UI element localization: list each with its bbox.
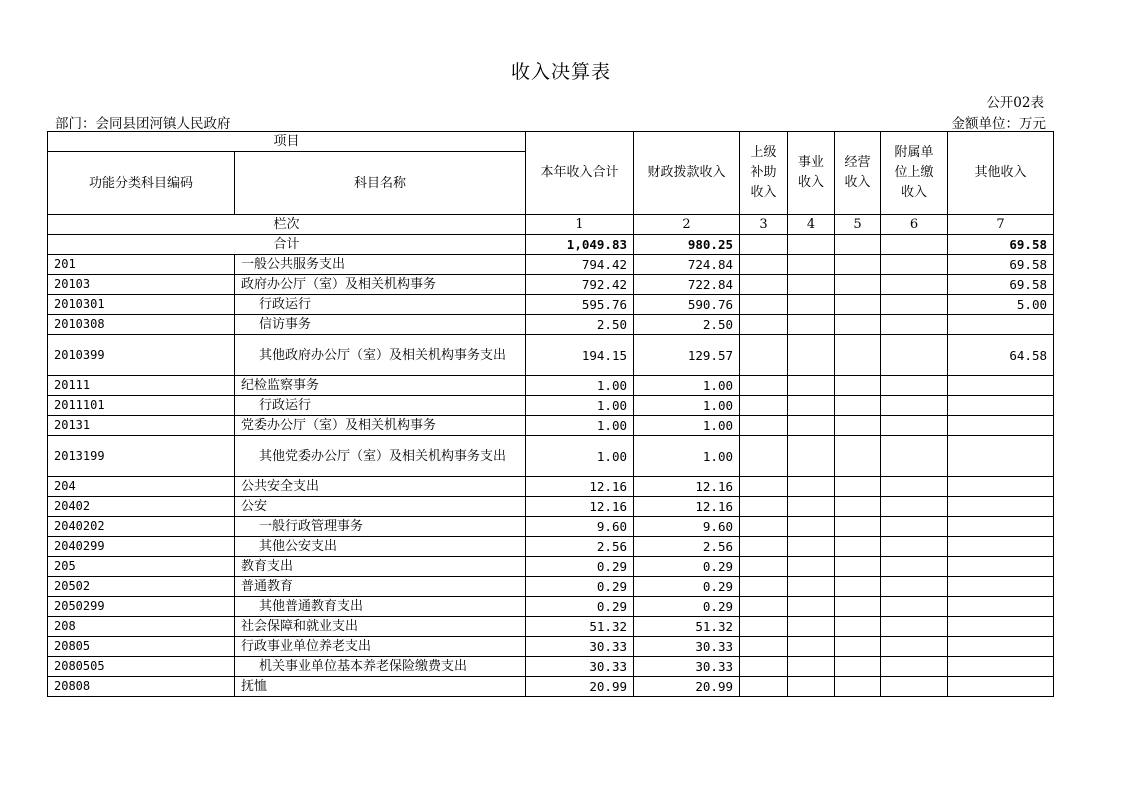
- table-row: [48, 497, 1054, 517]
- amount-cell: [948, 396, 1054, 416]
- amount-cell: [948, 677, 1054, 697]
- amount-cell: [788, 416, 835, 436]
- function-code: 20103: [48, 275, 235, 295]
- column-index-label: 栏次: [48, 215, 526, 235]
- subject-name: 公安: [235, 497, 526, 517]
- table-row: [48, 477, 1054, 497]
- table-row: [48, 255, 1054, 275]
- amount-cell: 0.29: [634, 597, 740, 617]
- income-table: [47, 131, 1054, 697]
- subject-name: 行政运行: [235, 396, 526, 416]
- amount-cell: 2.56: [526, 537, 634, 557]
- total-value: [740, 235, 788, 255]
- amount-cell: [740, 497, 788, 517]
- table-row: [48, 396, 1054, 416]
- amount-cell: [740, 255, 788, 275]
- amount-cell: [788, 617, 835, 637]
- subject-name: 纪检监察事务: [235, 376, 526, 396]
- total-row: [48, 235, 1054, 255]
- amount-cell: [788, 396, 835, 416]
- amount-cell: 1.00: [634, 436, 740, 477]
- amount-cell: 51.32: [634, 617, 740, 637]
- amount-cell: 30.33: [526, 637, 634, 657]
- amount-cell: [948, 617, 1054, 637]
- subject-name: 信访事务: [235, 315, 526, 335]
- amount-cell: 2.50: [634, 315, 740, 335]
- amount-cell: [881, 396, 948, 416]
- amount-cell: [948, 537, 1054, 557]
- amount-cell: 69.58: [948, 255, 1054, 275]
- amount-cell: 794.42: [526, 255, 634, 275]
- amount-cell: [948, 497, 1054, 517]
- amount-cell: 0.29: [526, 577, 634, 597]
- subject-name: 机关事业单位基本养老保险缴费支出: [235, 657, 526, 677]
- amount-cell: [881, 376, 948, 396]
- total-value: [788, 235, 835, 255]
- header-total-income: 本年收入合计: [526, 132, 634, 215]
- amount-cell: [788, 497, 835, 517]
- amount-cell: [948, 597, 1054, 617]
- function-code: 20805: [48, 637, 235, 657]
- column-index: 7: [948, 215, 1054, 235]
- report-title: 收入决算表: [510, 61, 611, 83]
- amount-cell: 2.50: [526, 315, 634, 335]
- column-index-row: [48, 215, 1054, 235]
- amount-cell: [740, 577, 788, 597]
- amount-cell: [788, 295, 835, 315]
- amount-cell: 722.84: [634, 275, 740, 295]
- amount-cell: [881, 335, 948, 376]
- function-code: 2010308: [48, 315, 235, 335]
- amount-cell: [788, 335, 835, 376]
- table-row: [48, 517, 1054, 537]
- amount-cell: 1.00: [634, 416, 740, 436]
- amount-cell: 792.42: [526, 275, 634, 295]
- amount-cell: 1.00: [634, 396, 740, 416]
- function-code: 20502: [48, 577, 235, 597]
- function-code: 20111: [48, 376, 235, 396]
- amount-cell: [740, 637, 788, 657]
- amount-cell: [835, 637, 881, 657]
- function-code: 2080505: [48, 657, 235, 677]
- subject-name: 一般行政管理事务: [235, 517, 526, 537]
- amount-cell: [788, 255, 835, 275]
- amount-cell: [835, 677, 881, 697]
- amount-cell: 5.00: [948, 295, 1054, 315]
- amount-cell: [788, 597, 835, 617]
- table-row: [48, 637, 1054, 657]
- amount-cell: [835, 396, 881, 416]
- amount-cell: [740, 477, 788, 497]
- table-row: [48, 275, 1054, 295]
- amount-cell: [881, 477, 948, 497]
- amount-cell: [881, 416, 948, 436]
- subject-name: 其他党委办公厅（室）及相关机构事务支出: [235, 436, 526, 477]
- amount-cell: [740, 315, 788, 335]
- header-other: 其他收入: [948, 132, 1054, 215]
- amount-cell: [788, 376, 835, 396]
- amount-cell: 1.00: [526, 436, 634, 477]
- function-code: 2050299: [48, 597, 235, 617]
- amount-cell: 194.15: [526, 335, 634, 376]
- amount-cell: [948, 376, 1054, 396]
- amount-cell: [948, 557, 1054, 577]
- subject-name: 抚恤: [235, 677, 526, 697]
- amount-cell: 2.56: [634, 537, 740, 557]
- amount-cell: 30.33: [526, 657, 634, 677]
- amount-cell: 1.00: [526, 416, 634, 436]
- amount-cell: [835, 416, 881, 436]
- amount-cell: 0.29: [634, 577, 740, 597]
- header-row-1: [48, 132, 1054, 152]
- table-row: [48, 617, 1054, 637]
- amount-cell: 30.33: [634, 637, 740, 657]
- amount-cell: [881, 436, 948, 477]
- unit-label: 金额单位：万元: [951, 116, 1046, 132]
- table-row: [48, 335, 1054, 376]
- table-row: [48, 577, 1054, 597]
- amount-cell: [740, 416, 788, 436]
- amount-cell: 12.16: [634, 477, 740, 497]
- amount-cell: [788, 517, 835, 537]
- header-affiliated: 附属单 位上缴 收入: [881, 132, 948, 215]
- amount-cell: 51.32: [526, 617, 634, 637]
- amount-cell: [948, 436, 1054, 477]
- subject-name: 其他普通教育支出: [235, 597, 526, 617]
- header-business: 事业 收入: [788, 132, 835, 215]
- amount-cell: [835, 537, 881, 557]
- amount-cell: [835, 657, 881, 677]
- function-code: 2040299: [48, 537, 235, 557]
- amount-cell: 0.29: [634, 557, 740, 577]
- department-label: 部门：会同县团河镇人民政府: [55, 116, 231, 132]
- total-label: 合计: [48, 235, 526, 255]
- amount-cell: [740, 677, 788, 697]
- function-code: 20808: [48, 677, 235, 697]
- column-index: 2: [634, 215, 740, 235]
- header-superior: 上级 补助 收入: [740, 132, 788, 215]
- table-row: [48, 537, 1054, 557]
- function-code: 2010399: [48, 335, 235, 376]
- amount-cell: [948, 577, 1054, 597]
- amount-cell: [788, 436, 835, 477]
- function-code: 2011101: [48, 396, 235, 416]
- amount-cell: 1.00: [526, 396, 634, 416]
- table-row: [48, 597, 1054, 617]
- amount-cell: [881, 617, 948, 637]
- table-row: [48, 416, 1054, 436]
- header-operating: 经营 收入: [835, 132, 881, 215]
- subject-name: 公共安全支出: [235, 477, 526, 497]
- total-value: [835, 235, 881, 255]
- amount-cell: 724.84: [634, 255, 740, 275]
- amount-cell: 1.00: [634, 376, 740, 396]
- amount-cell: 0.29: [526, 597, 634, 617]
- subject-name: 一般公共服务支出: [235, 255, 526, 275]
- header-name: 科目名称: [235, 152, 526, 215]
- amount-cell: [788, 537, 835, 557]
- subject-name: 教育支出: [235, 557, 526, 577]
- table-row: [48, 557, 1054, 577]
- amount-cell: 12.16: [526, 497, 634, 517]
- amount-cell: [881, 557, 948, 577]
- amount-cell: 9.60: [634, 517, 740, 537]
- function-code: 201: [48, 255, 235, 275]
- amount-cell: [881, 517, 948, 537]
- amount-cell: [881, 597, 948, 617]
- amount-cell: [740, 335, 788, 376]
- amount-cell: [835, 255, 881, 275]
- amount-cell: [881, 637, 948, 657]
- amount-cell: [835, 517, 881, 537]
- subject-name: 行政运行: [235, 295, 526, 315]
- table-row: [48, 436, 1054, 477]
- amount-cell: [835, 436, 881, 477]
- amount-cell: [881, 255, 948, 275]
- amount-cell: [788, 577, 835, 597]
- function-code: 2013199: [48, 436, 235, 477]
- amount-cell: [948, 477, 1054, 497]
- total-value: [881, 235, 948, 255]
- amount-cell: [788, 677, 835, 697]
- amount-cell: [881, 315, 948, 335]
- function-code: 2010301: [48, 295, 235, 315]
- column-index: 5: [835, 215, 881, 235]
- table-row: [48, 295, 1054, 315]
- amount-cell: [740, 597, 788, 617]
- amount-cell: [835, 577, 881, 597]
- amount-cell: [740, 517, 788, 537]
- header-fiscal: 财政拨款收入: [634, 132, 740, 215]
- amount-cell: 595.76: [526, 295, 634, 315]
- amount-cell: [881, 295, 948, 315]
- amount-cell: [948, 416, 1054, 436]
- amount-cell: 9.60: [526, 517, 634, 537]
- function-code: 204: [48, 477, 235, 497]
- amount-cell: 64.58: [948, 335, 1054, 376]
- amount-cell: 20.99: [634, 677, 740, 697]
- amount-cell: [835, 477, 881, 497]
- subject-name: 其他政府办公厅（室）及相关机构事务支出: [235, 335, 526, 376]
- amount-cell: 20.99: [526, 677, 634, 697]
- amount-cell: [740, 557, 788, 577]
- amount-cell: [788, 637, 835, 657]
- amount-cell: [881, 657, 948, 677]
- table-row: [48, 315, 1054, 335]
- function-code: 205: [48, 557, 235, 577]
- amount-cell: [788, 557, 835, 577]
- amount-cell: [835, 315, 881, 335]
- function-code: 20131: [48, 416, 235, 436]
- amount-cell: 590.76: [634, 295, 740, 315]
- amount-cell: [881, 677, 948, 697]
- amount-cell: [740, 657, 788, 677]
- amount-cell: [948, 517, 1054, 537]
- total-value: 980.25: [634, 235, 740, 255]
- amount-cell: 12.16: [634, 497, 740, 517]
- amount-cell: [881, 537, 948, 557]
- amount-cell: [835, 557, 881, 577]
- amount-cell: [740, 436, 788, 477]
- total-value: 1,049.83: [526, 235, 634, 255]
- subject-name: 其他公安支出: [235, 537, 526, 557]
- amount-cell: [740, 295, 788, 315]
- subject-name: 行政事业单位养老支出: [235, 637, 526, 657]
- total-value: 69.58: [948, 235, 1054, 255]
- amount-cell: [740, 617, 788, 637]
- amount-cell: [740, 537, 788, 557]
- amount-cell: [788, 477, 835, 497]
- amount-cell: [835, 376, 881, 396]
- header-item: 项目: [48, 132, 526, 152]
- column-index: 1: [526, 215, 634, 235]
- amount-cell: [788, 657, 835, 677]
- form-code: 公开02表: [986, 95, 1044, 111]
- amount-cell: [948, 315, 1054, 335]
- function-code: 20402: [48, 497, 235, 517]
- subject-name: 党委办公厅（室）及相关机构事务: [235, 416, 526, 436]
- table-row: [48, 376, 1054, 396]
- amount-cell: [835, 335, 881, 376]
- amount-cell: 129.57: [634, 335, 740, 376]
- amount-cell: [948, 657, 1054, 677]
- amount-cell: 1.00: [526, 376, 634, 396]
- amount-cell: [740, 396, 788, 416]
- table-row: [48, 657, 1054, 677]
- amount-cell: 0.29: [526, 557, 634, 577]
- column-index: 3: [740, 215, 788, 235]
- amount-cell: [835, 617, 881, 637]
- amount-cell: [881, 497, 948, 517]
- column-index: 4: [788, 215, 835, 235]
- amount-cell: [835, 497, 881, 517]
- table-row: [48, 677, 1054, 697]
- column-index: 6: [881, 215, 948, 235]
- amount-cell: [740, 376, 788, 396]
- function-code: 2040202: [48, 517, 235, 537]
- amount-cell: [835, 275, 881, 295]
- subject-name: 政府办公厅（室）及相关机构事务: [235, 275, 526, 295]
- header-code: 功能分类科目编码: [48, 152, 235, 215]
- amount-cell: 30.33: [634, 657, 740, 677]
- amount-cell: [788, 315, 835, 335]
- amount-cell: [881, 275, 948, 295]
- amount-cell: [788, 275, 835, 295]
- amount-cell: [835, 597, 881, 617]
- function-code: 208: [48, 617, 235, 637]
- amount-cell: [740, 275, 788, 295]
- amount-cell: [881, 577, 948, 597]
- subject-name: 社会保障和就业支出: [235, 617, 526, 637]
- amount-cell: [948, 637, 1054, 657]
- subject-name: 普通教育: [235, 577, 526, 597]
- amount-cell: [835, 295, 881, 315]
- amount-cell: 69.58: [948, 275, 1054, 295]
- amount-cell: 12.16: [526, 477, 634, 497]
